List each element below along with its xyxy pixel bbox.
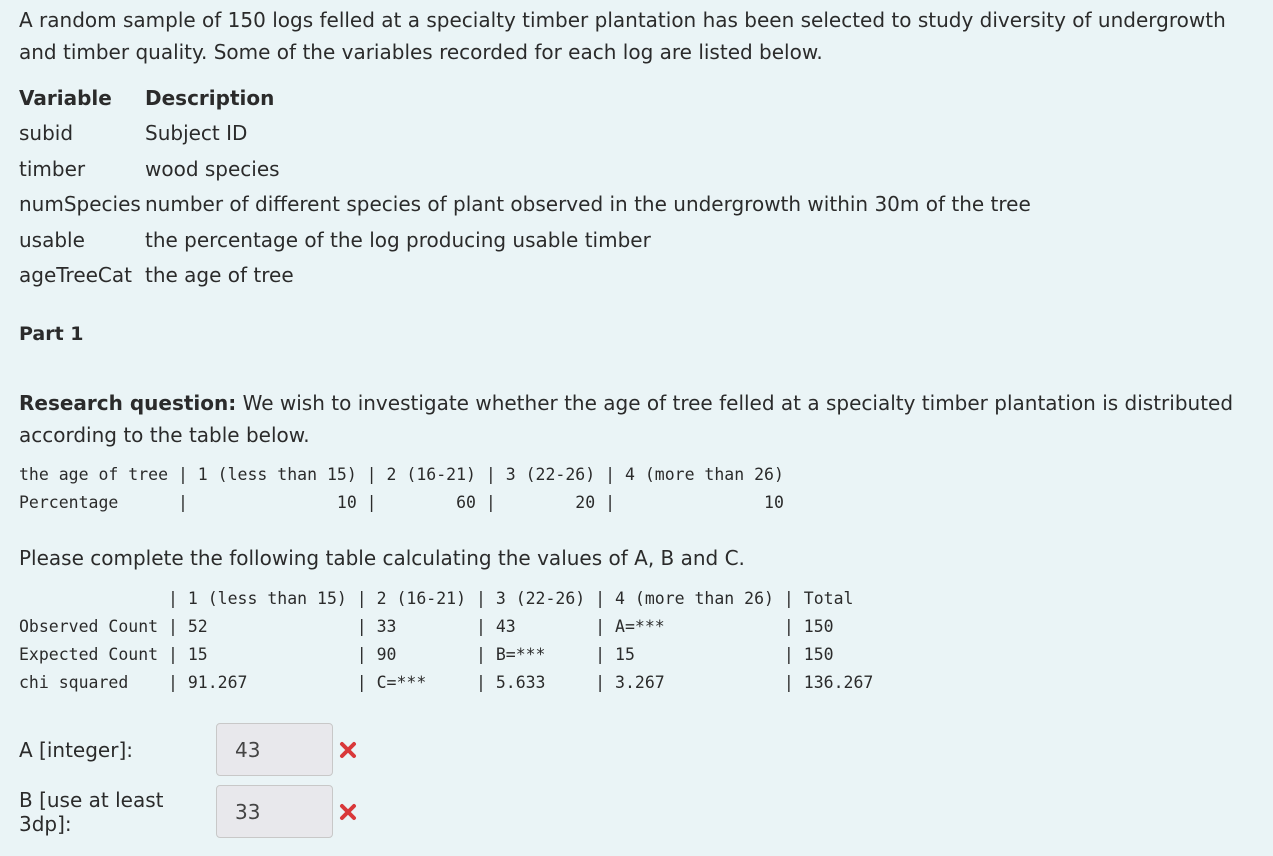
- variable-name: numSpecies: [19, 192, 141, 217]
- part-heading: Part 1: [19, 323, 84, 345]
- variable-name: subid: [19, 121, 74, 146]
- calculation-table-header: | 1 (less than 15) | 2 (16-21) | 3 (22-26) | 4 (more than 26) | Total: [19, 589, 854, 608]
- expected-count-row: Expected Count | 15 | 90 | B=*** | 15 | 150: [19, 645, 834, 664]
- percentage-table: [19, 461, 784, 517]
- percentage-table-header: the age of tree | 1 (less than 15) | 2 (16-21) | 3 (22-26) | 4 (more than 26): [19, 465, 784, 484]
- variables-header-row: [19, 80, 1031, 116]
- research-question: [19, 387, 1249, 451]
- variable-name: usable: [19, 227, 85, 252]
- variable-description: the age of tree: [145, 263, 294, 288]
- cross-icon: [339, 803, 357, 821]
- variable-name: timber: [19, 156, 86, 181]
- research-question-text: We wish to investigate whether the age of tree felled at a specialty timber plantation is distributed according to the table below.: [19, 391, 1234, 447]
- variable-description: number of different species of plant observed in the undergrowth within 30m of the tree: [145, 192, 1031, 217]
- calculation-table: [19, 585, 873, 697]
- observed-count-row: Observed Count | 52 | 33 | 43 | A=*** | 150: [19, 617, 834, 636]
- table-row: [19, 187, 1031, 223]
- variable-name: ageTreeCat: [19, 263, 132, 288]
- answer-b-row: [19, 785, 357, 838]
- table-row: [19, 116, 1031, 152]
- answer-b-input[interactable]: [216, 785, 333, 838]
- research-question-label: Research question:: [19, 391, 237, 415]
- answer-a-row: [19, 723, 357, 776]
- description-header: Description: [145, 85, 275, 110]
- cross-icon: [339, 741, 357, 759]
- percentage-table-row: Percentage | 10 | 60 | 20 | 10: [19, 493, 784, 512]
- answer-b-label: B [use at least 3dp]:: [19, 787, 164, 836]
- variable-description: the percentage of the log producing usable timber: [145, 227, 651, 252]
- table-row: [19, 258, 1031, 294]
- chi-squared-row: chi squared | 91.267 | C=*** | 5.633 | 3.267 | 136.267: [19, 673, 874, 692]
- variable-description: wood species: [145, 156, 280, 181]
- variable-description: Subject ID: [145, 121, 248, 146]
- answer-a-input[interactable]: [216, 723, 333, 776]
- intro-text: A random sample of 150 logs felled at a specialty timber plantation has been selected to study diversity of undergrowth and timber quality. Some of the variables recorded for each log are listed below.: [19, 8, 1226, 64]
- instruction-text: Please complete the following table calculating the values of A, B and C.: [19, 546, 745, 570]
- answer-a-label: A [integer]:: [19, 737, 133, 762]
- table-row: [19, 222, 1031, 258]
- variable-header: Variable: [19, 85, 112, 110]
- variables-table: [19, 80, 1031, 293]
- table-row: [19, 151, 1031, 187]
